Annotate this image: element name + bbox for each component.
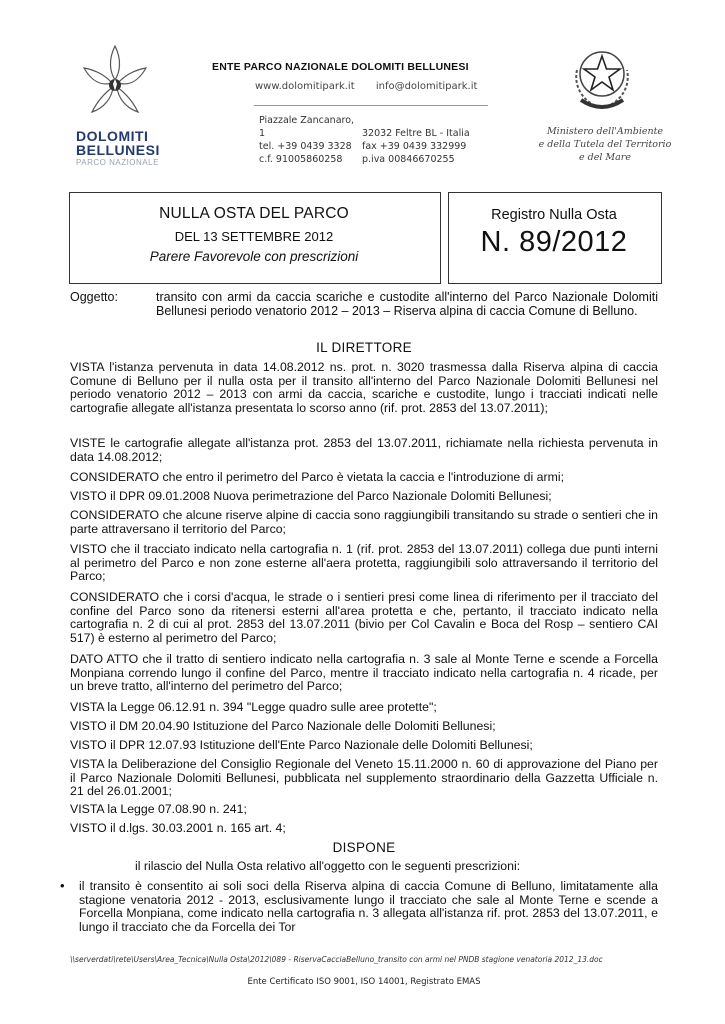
emblem-icon — [567, 40, 637, 116]
paragraph-text: le cartografie allegate all'istanza prot. 2853 del 13.07.2011, richiamate nella richiesta pervenuta in data 14.08.2012; — [70, 436, 658, 464]
dispone-intro: il rilascio del Nulla Osta relativo all'oggetto con le seguenti prescrizioni: — [135, 859, 521, 873]
keyword: VISTO — [70, 821, 107, 835]
paragraph-text: l'istanza pervenuta in data 14.08.2012 ns. prot. n. 3020 trasmessa dalla Riserva alpina di caccia Comune di Belluno per il nulla osta per il transito all'interno del Parco Nazionale Dolomiti Bellunesi nel periodo venatorio 2012 – 2013 con armi da caccia, scariche e custodite, lungo i tracciati indicati nelle cartografie allegate all'istanza presentata lo scorso anno (rif. prot. 2853 del 13.07.2011); — [70, 360, 658, 415]
document-parere: Parere Favorevole con prescrizioni — [149, 249, 359, 264]
paragraph-text: che il tratto di sentiero indicato nella cartografia n. 3 sale al Monte Terne e scende a Forcella Monpiana correndo lungo il confine del Parco, mentre il tracciato indicato nella cartografia n. 4 ricade, per un breve tratto, all'interno del perimetro del Parco; — [70, 652, 658, 693]
organization-title: ENTE PARCO NAZIONALE DOLOMITI BELLUNESI — [212, 61, 469, 73]
oggetto-label: Oggetto: — [70, 290, 118, 304]
website-link[interactable]: www.dolomitipark.it — [255, 81, 355, 92]
ministry-line-2: e della Tutela del Territorio — [538, 139, 672, 150]
paragraph-considerato-corsi — [70, 591, 658, 645]
paragraph-text: il DPR 12.07.93 Istituzione dell'Ente Parco Nazionale delle Dolomiti Bellunesi; — [106, 738, 533, 752]
paragraph-text: che entro il perimetro del Parco è vietata la caccia e l'introduzione di armi; — [159, 470, 564, 484]
paragraph-viste-cartografie — [70, 437, 658, 464]
keyword: CONSIDERATO — [70, 470, 160, 484]
paragraph-text: che il tracciato indicato nella cartografia n. 1 (rif. prot. 2853 del 13.07.2011) collega due punti interni al perimetro del Parco e non zone esterne all'aera protetta, raggiungibili solo attraversando il territorio del Parco; — [70, 542, 658, 583]
keyword: VISTO — [70, 542, 107, 556]
bullet-icon: • — [60, 878, 65, 893]
ministry-text — [535, 125, 675, 164]
ministry-line-3: e del Mare — [579, 152, 631, 163]
heading-il-direttore: IL DIRETTORE — [316, 340, 412, 355]
flower-logo-icon — [70, 38, 160, 128]
paragraph-visto-dlgs-165 — [70, 822, 658, 836]
address-block — [259, 114, 470, 166]
email-link[interactable]: info@dolomitipark.it — [375, 81, 478, 92]
telephone: tel. +39 0439 3328 — [259, 141, 352, 152]
document-title: NULLA OSTA DEL PARCO — [159, 205, 349, 222]
keyword: VISTO — [70, 738, 107, 752]
logo-text-bellunesi: BELLUNESI — [76, 142, 160, 158]
paragraph-visto-cartografia-1 — [70, 543, 658, 584]
paragraph-considerato-riserve — [70, 509, 658, 536]
italian-republic-emblem — [567, 40, 637, 116]
paragraph-dato-atto — [70, 653, 658, 694]
paragraph-text: il d.lgs. 30.03.2001 n. 165 art. 4; — [106, 821, 286, 835]
registro-label: Registro Nulla Osta — [491, 207, 617, 223]
codice-fiscale: c.f. 91005860258 — [259, 154, 343, 165]
paragraph-visto-dpr-1993 — [70, 739, 658, 753]
paragraph-vista-istanza — [70, 361, 658, 415]
keyword: VISTA — [70, 700, 104, 714]
ministry-line-1: Ministero dell'Ambiente — [546, 126, 664, 137]
oggetto-text: transito con armi da caccia scariche e custodite all'interno del Parco Nazionale Dolomiti Bellunesi periodo venatorio 2012 – 2013 – Riserva alpina di caccia Comune di Belluno. — [156, 290, 658, 318]
keyword: CONSIDERATO — [70, 590, 160, 604]
logo-text-dolomiti: DOLOMITI — [76, 128, 149, 144]
paragraph-considerato-vietata — [70, 471, 658, 485]
paragraph-text: che i corsi d'acqua, le strade o i sentieri presi come linea di riferimento per il tracciato del confine del Parco sono da ritenersi esterni all'area protetta e che, pertanto, il tracciato indicato nella cartografia n. 2 di cui al prot. 2853 del 13.07.2011 (bivio per Col Cavalin e Boca del Rosp – sentiero CAI 517) è esterno al perimetro del Parco; — [70, 590, 658, 645]
keyword: VISTO — [70, 489, 107, 503]
file-path: \\serverdati\rete\Users\Area_Tecnica\Nulla Osta\2012\089 - RiservaCacciaBelluno_transito con armi nel PNDB stagione venatoria 2012_13.doc — [70, 955, 603, 964]
keyword: CONSIDERATO — [70, 508, 160, 522]
keyword: VISTA — [70, 802, 104, 816]
paragraph-vista-deliberazione — [70, 758, 658, 799]
document-date: DEL 13 SETTEMBRE 2012 — [174, 229, 334, 244]
contacts-line — [255, 81, 495, 92]
fax: fax +39 0439 332999 — [362, 141, 467, 152]
keyword: VISTE — [70, 436, 106, 450]
keyword: VISTA — [70, 757, 104, 771]
logo-text-parco: PARCO NAZIONALE — [76, 158, 159, 167]
header-divider — [254, 105, 488, 106]
paragraph-text: che alcune riserve alpine di caccia sono raggiungibili transitando su strade o sentieri che in parte attraversano il territorio del Parco; — [70, 508, 658, 536]
paragraph-vista-legge-394 — [70, 701, 658, 715]
prescription-item: il transito è consentito ai soli soci della Riserva alpina di caccia Comune di Belluno, limitatamente alla stagione venatoria 2012 - 2013, esclusivamente lungo il tracciato che sale al Monte Terne e scende a Forcella Monpiana, come indicato nella cartografia n. 3 allegata all'istanza rif. prot. 2853 del 13.07.2011, e lungo il tracciato che da Forcella dei Tor — [79, 879, 658, 934]
keyword: VISTO — [70, 719, 107, 733]
certification-text: Ente Certificato ISO 9001, ISO 14001, Registrato EMAS — [247, 977, 481, 987]
park-logo — [70, 38, 160, 168]
paragraph-vista-legge-241 — [70, 803, 658, 817]
paragraph-text: il DPR 09.01.2008 Nuova perimetrazione del Parco Nazionale Dolomiti Bellunesi; — [106, 489, 552, 503]
paragraph-visto-dpr-2008 — [70, 490, 658, 504]
registro-number: N. 89/2012 — [480, 226, 628, 258]
address-city: 32032 Feltre BL - Italia — [362, 128, 470, 139]
partita-iva: p.iva 00846670255 — [362, 154, 455, 165]
paragraph-text: la Legge 06.12.91 n. 394 "Legge quadro sulle aree protette"; — [103, 700, 437, 714]
paragraph-text: la Legge 07.08.90 n. 241; — [103, 802, 247, 816]
paragraph-visto-dm-1990 — [70, 720, 658, 734]
paragraph-text: la Deliberazione del Consiglio Regionale del Veneto 15.11.2000 n. 60 di approvazione del Piano per il Parco Nazionale Dolomiti Bellunesi, pubblicata nel supplemento straordinario della Gazzetta Ufficiale n. 21 del 26.01.2001; — [70, 757, 658, 798]
address-street: Piazzale Zancanaro, 1 — [259, 115, 355, 139]
heading-dispone: DISPONE — [332, 840, 396, 855]
keyword: DATO ATTO — [70, 652, 139, 666]
keyword: VISTA — [70, 360, 104, 374]
paragraph-text: il DM 20.04.90 Istituzione del Parco Nazionale delle Dolomiti Bellunesi; — [106, 719, 496, 733]
